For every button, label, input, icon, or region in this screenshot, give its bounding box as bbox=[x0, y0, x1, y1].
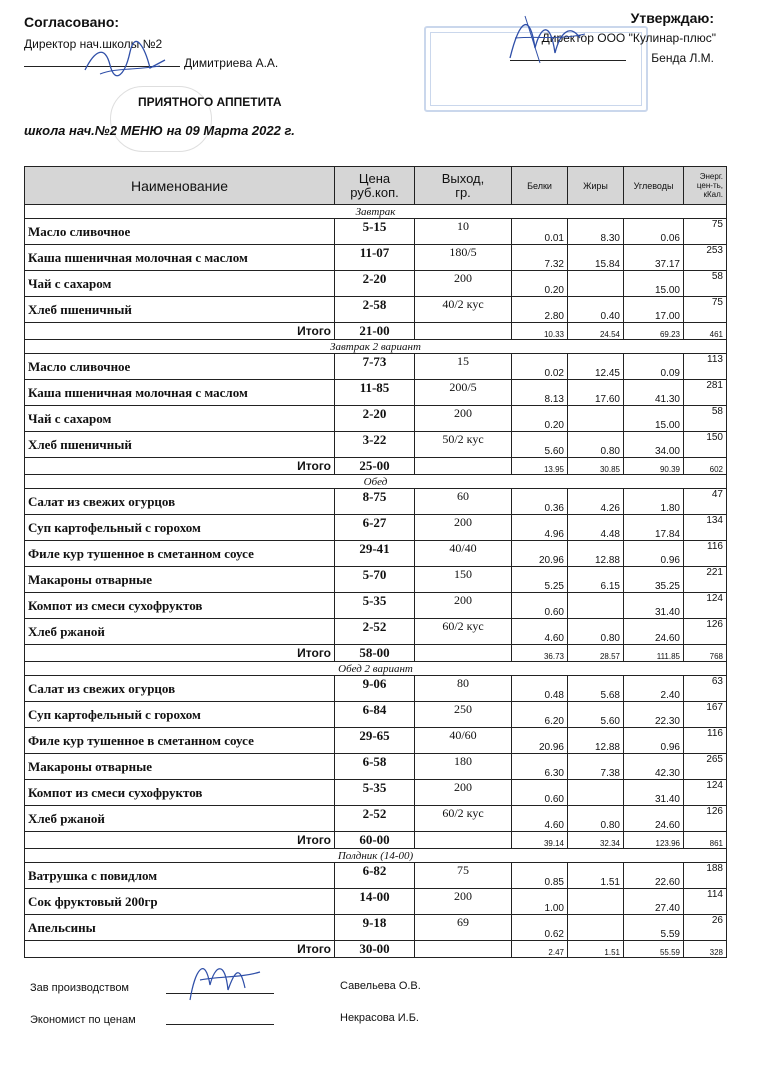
col-header-name: Наименование bbox=[25, 167, 335, 205]
dish-name: Суп картофельный с горохом bbox=[25, 702, 335, 728]
dish-protein: 6.30 bbox=[512, 754, 568, 780]
total-output-empty bbox=[415, 832, 512, 849]
dish-protein: 7.32 bbox=[512, 245, 568, 271]
director-role: Директор ООО "Кулинар-плюс" bbox=[541, 31, 716, 45]
table-row bbox=[25, 676, 727, 702]
dish-carbs: 15.00 bbox=[624, 271, 684, 297]
dish-carbs: 22.30 bbox=[624, 702, 684, 728]
dish-price: 8-75 bbox=[335, 489, 415, 515]
table-row bbox=[25, 863, 727, 889]
dish-protein: 8.13 bbox=[512, 380, 568, 406]
total-output-empty bbox=[415, 323, 512, 340]
dish-name: Макароны отварные bbox=[25, 567, 335, 593]
dish-output: 180 bbox=[415, 754, 512, 780]
table-row bbox=[25, 541, 727, 567]
table-row bbox=[25, 219, 727, 245]
table-row bbox=[25, 728, 727, 754]
dish-protein: 4.60 bbox=[512, 619, 568, 645]
dish-kcal: 114 bbox=[684, 889, 727, 915]
dish-output: 200 bbox=[415, 780, 512, 806]
dish-protein: 0.62 bbox=[512, 915, 568, 941]
dish-output: 150 bbox=[415, 567, 512, 593]
dish-output: 180/5 bbox=[415, 245, 512, 271]
dish-carbs: 17.84 bbox=[624, 515, 684, 541]
dish-price: 14-00 bbox=[335, 889, 415, 915]
dish-name: Масло сливочное bbox=[25, 219, 335, 245]
dish-kcal: 167 bbox=[684, 702, 727, 728]
dish-protein: 6.20 bbox=[512, 702, 568, 728]
dish-output: 200 bbox=[415, 406, 512, 432]
dish-fat bbox=[568, 780, 624, 806]
dish-name: Макароны отварные bbox=[25, 754, 335, 780]
approver-signature bbox=[80, 40, 170, 80]
dish-carbs: 41.30 bbox=[624, 380, 684, 406]
dish-kcal: 63 bbox=[684, 676, 727, 702]
table-row bbox=[25, 297, 727, 323]
dish-output: 250 bbox=[415, 702, 512, 728]
total-kcal: 861 bbox=[684, 832, 727, 849]
col-header-energy-line1: Энерг. bbox=[699, 172, 723, 181]
col-header-output-line2: гр. bbox=[455, 184, 471, 200]
approver-name: Димитриева А.А. bbox=[184, 56, 279, 70]
dish-carbs: 37.17 bbox=[624, 245, 684, 271]
total-price: 60-00 bbox=[335, 832, 415, 849]
dish-output: 200 bbox=[415, 889, 512, 915]
dish-name: Компот из смеси сухофруктов bbox=[25, 780, 335, 806]
dish-kcal: 134 bbox=[684, 515, 727, 541]
dish-price: 9-18 bbox=[335, 915, 415, 941]
dish-fat: 5.60 bbox=[568, 702, 624, 728]
dish-output: 200 bbox=[415, 515, 512, 541]
col-header-energy-line3: кКал. bbox=[703, 190, 723, 199]
section-title: Полдник (14-00) bbox=[25, 849, 727, 863]
dish-carbs: 24.60 bbox=[624, 619, 684, 645]
dish-protein: 4.96 bbox=[512, 515, 568, 541]
section-header-row bbox=[25, 340, 727, 354]
total-kcal: 768 bbox=[684, 645, 727, 662]
table-row bbox=[25, 806, 727, 832]
dish-kcal: 126 bbox=[684, 619, 727, 645]
col-header-protein: Белки bbox=[512, 167, 568, 205]
total-fat: 28.57 bbox=[568, 645, 624, 662]
dish-name: Сок фруктовый 200гр bbox=[25, 889, 335, 915]
director-signature bbox=[500, 8, 590, 68]
dish-fat: 7.38 bbox=[568, 754, 624, 780]
dish-protein: 4.60 bbox=[512, 806, 568, 832]
table-row bbox=[25, 245, 727, 271]
total-label: Итого bbox=[25, 941, 335, 958]
total-protein: 2.47 bbox=[512, 941, 568, 958]
dish-carbs: 0.09 bbox=[624, 354, 684, 380]
dish-carbs: 31.40 bbox=[624, 780, 684, 806]
section-title: Обед 2 вариант bbox=[25, 662, 727, 676]
approve-title: Утверждаю: bbox=[630, 10, 714, 26]
dish-output: 69 bbox=[415, 915, 512, 941]
total-label: Итого bbox=[25, 323, 335, 340]
dish-protein: 20.96 bbox=[512, 728, 568, 754]
dish-protein: 0.85 bbox=[512, 863, 568, 889]
dish-fat: 5.68 bbox=[568, 676, 624, 702]
table-row bbox=[25, 780, 727, 806]
dish-kcal: 281 bbox=[684, 380, 727, 406]
dish-carbs: 17.00 bbox=[624, 297, 684, 323]
dish-carbs: 34.00 bbox=[624, 432, 684, 458]
dish-price: 11-07 bbox=[335, 245, 415, 271]
table-row bbox=[25, 889, 727, 915]
total-price: 30-00 bbox=[335, 941, 415, 958]
total-protein: 10.33 bbox=[512, 323, 568, 340]
dish-name: Апельсины bbox=[25, 915, 335, 941]
dish-fat: 17.60 bbox=[568, 380, 624, 406]
dish-price: 2-52 bbox=[335, 619, 415, 645]
total-output-empty bbox=[415, 645, 512, 662]
dish-price: 5-35 bbox=[335, 780, 415, 806]
total-carbs: 123.96 bbox=[624, 832, 684, 849]
approver-role: Директор нач.школы №2 bbox=[24, 37, 163, 51]
dish-name: Хлеб пшеничный bbox=[25, 432, 335, 458]
dish-kcal: 116 bbox=[684, 541, 727, 567]
dish-fat: 12.45 bbox=[568, 354, 624, 380]
dish-carbs: 2.40 bbox=[624, 676, 684, 702]
dish-name: Салат из свежих огурцов bbox=[25, 676, 335, 702]
col-header-fat: Жиры bbox=[568, 167, 624, 205]
dish-fat bbox=[568, 889, 624, 915]
total-price: 25-00 bbox=[335, 458, 415, 475]
dish-carbs: 35.25 bbox=[624, 567, 684, 593]
dish-kcal: 124 bbox=[684, 780, 727, 806]
dish-kcal: 126 bbox=[684, 806, 727, 832]
total-kcal: 602 bbox=[684, 458, 727, 475]
dish-protein: 0.48 bbox=[512, 676, 568, 702]
dish-protein: 0.20 bbox=[512, 406, 568, 432]
dish-output: 200 bbox=[415, 271, 512, 297]
dish-protein: 20.96 bbox=[512, 541, 568, 567]
dish-kcal: 150 bbox=[684, 432, 727, 458]
dish-protein: 2.80 bbox=[512, 297, 568, 323]
section-header-row bbox=[25, 849, 727, 863]
dish-name: Компот из смеси сухофруктов bbox=[25, 593, 335, 619]
economist-signature-line bbox=[166, 1024, 274, 1025]
total-output-empty bbox=[415, 458, 512, 475]
dish-output: 15 bbox=[415, 354, 512, 380]
table-row bbox=[25, 754, 727, 780]
dish-price: 6-82 bbox=[335, 863, 415, 889]
dish-price: 2-58 bbox=[335, 297, 415, 323]
dish-fat: 0.80 bbox=[568, 619, 624, 645]
dish-output: 60/2 кус bbox=[415, 806, 512, 832]
section-title: Обед bbox=[25, 475, 727, 489]
dish-carbs: 1.80 bbox=[624, 489, 684, 515]
table-row bbox=[25, 380, 727, 406]
total-carbs: 90.39 bbox=[624, 458, 684, 475]
section-header-row bbox=[25, 205, 727, 219]
dish-fat: 4.48 bbox=[568, 515, 624, 541]
col-header-price-line2: руб.коп. bbox=[350, 184, 399, 200]
dish-kcal: 58 bbox=[684, 406, 727, 432]
dish-output: 10 bbox=[415, 219, 512, 245]
dish-protein: 0.60 bbox=[512, 593, 568, 619]
dish-price: 29-65 bbox=[335, 728, 415, 754]
dish-output: 40/40 bbox=[415, 541, 512, 567]
dish-carbs: 0.06 bbox=[624, 219, 684, 245]
dish-price: 6-27 bbox=[335, 515, 415, 541]
dish-fat: 1.51 bbox=[568, 863, 624, 889]
section-header-row bbox=[25, 475, 727, 489]
dish-name: Филе кур тушенное в сметанном соусе bbox=[25, 541, 335, 567]
dish-price: 29-41 bbox=[335, 541, 415, 567]
table-row bbox=[25, 567, 727, 593]
dish-fat: 12.88 bbox=[568, 728, 624, 754]
dish-kcal: 58 bbox=[684, 271, 727, 297]
dish-carbs: 5.59 bbox=[624, 915, 684, 941]
dish-fat: 0.40 bbox=[568, 297, 624, 323]
table-row bbox=[25, 593, 727, 619]
dish-fat: 0.80 bbox=[568, 806, 624, 832]
dish-carbs: 31.40 bbox=[624, 593, 684, 619]
section-total-row bbox=[25, 645, 727, 662]
table-row bbox=[25, 432, 727, 458]
dish-price: 11-85 bbox=[335, 380, 415, 406]
dish-kcal: 124 bbox=[684, 593, 727, 619]
dish-price: 6-84 bbox=[335, 702, 415, 728]
total-carbs: 69.23 bbox=[624, 323, 684, 340]
section-title: Завтрак bbox=[25, 205, 727, 219]
dish-kcal: 188 bbox=[684, 863, 727, 889]
section-total-row bbox=[25, 941, 727, 958]
table-row bbox=[25, 915, 727, 941]
dish-output: 60 bbox=[415, 489, 512, 515]
total-protein: 39.14 bbox=[512, 832, 568, 849]
dish-output: 75 bbox=[415, 863, 512, 889]
dish-fat: 4.26 bbox=[568, 489, 624, 515]
dish-kcal: 75 bbox=[684, 219, 727, 245]
dish-kcal: 265 bbox=[684, 754, 727, 780]
dish-fat bbox=[568, 406, 624, 432]
dish-carbs: 42.30 bbox=[624, 754, 684, 780]
dish-fat: 15.84 bbox=[568, 245, 624, 271]
dish-protein: 0.36 bbox=[512, 489, 568, 515]
total-label: Итого bbox=[25, 832, 335, 849]
approved-title: Согласовано: bbox=[24, 14, 120, 30]
economist-label: Экономист по ценам bbox=[30, 1014, 136, 1026]
dish-price: 2-20 bbox=[335, 406, 415, 432]
dish-name: Салат из свежих огурцов bbox=[25, 489, 335, 515]
dish-kcal: 26 bbox=[684, 915, 727, 941]
total-kcal: 461 bbox=[684, 323, 727, 340]
menu-table bbox=[24, 166, 727, 958]
table-row bbox=[25, 406, 727, 432]
col-header-price-line1: Цена bbox=[358, 170, 391, 186]
dish-protein: 5.60 bbox=[512, 432, 568, 458]
table-row bbox=[25, 271, 727, 297]
dish-kcal: 253 bbox=[684, 245, 727, 271]
total-kcal: 328 bbox=[684, 941, 727, 958]
total-fat: 24.54 bbox=[568, 323, 624, 340]
total-price: 58-00 bbox=[335, 645, 415, 662]
dish-name: Хлеб пшеничный bbox=[25, 297, 335, 323]
table-header-row bbox=[25, 167, 727, 205]
dish-output: 40/2 кус bbox=[415, 297, 512, 323]
total-fat: 1.51 bbox=[568, 941, 624, 958]
dish-carbs: 24.60 bbox=[624, 806, 684, 832]
col-header-carbs: Углеводы bbox=[624, 167, 684, 205]
dish-price: 5-15 bbox=[335, 219, 415, 245]
col-header-output-line1: Выход, bbox=[441, 170, 485, 186]
dish-protein: 0.60 bbox=[512, 780, 568, 806]
production-head-name: Савельева О.В. bbox=[340, 980, 421, 992]
dish-price: 9-06 bbox=[335, 676, 415, 702]
total-label: Итого bbox=[25, 645, 335, 662]
dish-kcal: 75 bbox=[684, 297, 727, 323]
dish-name: Чай с сахаром bbox=[25, 271, 335, 297]
dish-name: Филе кур тушенное в сметанном соусе bbox=[25, 728, 335, 754]
dish-price: 2-20 bbox=[335, 271, 415, 297]
dish-price: 2-52 bbox=[335, 806, 415, 832]
dish-kcal: 47 bbox=[684, 489, 727, 515]
total-fat: 32.34 bbox=[568, 832, 624, 849]
total-carbs: 55.59 bbox=[624, 941, 684, 958]
table-row bbox=[25, 702, 727, 728]
dish-protein: 5.25 bbox=[512, 567, 568, 593]
dish-output: 200/5 bbox=[415, 380, 512, 406]
dish-fat: 12.88 bbox=[568, 541, 624, 567]
dish-output: 80 bbox=[415, 676, 512, 702]
total-protein: 13.95 bbox=[512, 458, 568, 475]
section-header-row bbox=[25, 662, 727, 676]
dish-name: Каша пшеничная молочная с маслом bbox=[25, 245, 335, 271]
dish-protein: 0.01 bbox=[512, 219, 568, 245]
dish-name: Масло сливочное bbox=[25, 354, 335, 380]
dish-kcal: 221 bbox=[684, 567, 727, 593]
dish-protein: 0.02 bbox=[512, 354, 568, 380]
dish-name: Хлеб ржаной bbox=[25, 619, 335, 645]
dish-name: Суп картофельный с горохом bbox=[25, 515, 335, 541]
total-label: Итого bbox=[25, 458, 335, 475]
production-head-label: Зав производством bbox=[30, 982, 129, 994]
menu-title: школа нач.№2 МЕНЮ на 09 Марта 2022 г. bbox=[24, 123, 295, 138]
table-row bbox=[25, 515, 727, 541]
dish-name: Каша пшеничная молочная с маслом bbox=[25, 380, 335, 406]
dish-name: Хлеб ржаной bbox=[25, 806, 335, 832]
dish-fat bbox=[568, 915, 624, 941]
dish-price: 5-70 bbox=[335, 567, 415, 593]
total-protein: 36.73 bbox=[512, 645, 568, 662]
dish-output: 200 bbox=[415, 593, 512, 619]
dish-protein: 0.20 bbox=[512, 271, 568, 297]
dish-price: 5-35 bbox=[335, 593, 415, 619]
production-head-signature bbox=[180, 950, 270, 1010]
dish-output: 60/2 кус bbox=[415, 619, 512, 645]
table-row bbox=[25, 489, 727, 515]
section-total-row bbox=[25, 832, 727, 849]
total-fat: 30.85 bbox=[568, 458, 624, 475]
economist-name: Некрасова И.Б. bbox=[340, 1012, 419, 1024]
dish-carbs: 22.60 bbox=[624, 863, 684, 889]
dish-kcal: 113 bbox=[684, 354, 727, 380]
dish-name: Чай с сахаром bbox=[25, 406, 335, 432]
dish-fat: 6.15 bbox=[568, 567, 624, 593]
section-total-row bbox=[25, 323, 727, 340]
dish-output: 50/2 кус bbox=[415, 432, 512, 458]
dish-price: 3-22 bbox=[335, 432, 415, 458]
dish-name: Ватрушка с повидлом bbox=[25, 863, 335, 889]
table-row bbox=[25, 354, 727, 380]
total-output-empty bbox=[415, 941, 512, 958]
dish-carbs: 27.40 bbox=[624, 889, 684, 915]
dish-price: 6-58 bbox=[335, 754, 415, 780]
page-subtitle: ПРИЯТНОГО АППЕТИТА bbox=[138, 95, 282, 109]
section-title: Завтрак 2 вариант bbox=[25, 340, 727, 354]
total-carbs: 111.85 bbox=[624, 645, 684, 662]
dish-carbs: 15.00 bbox=[624, 406, 684, 432]
total-price: 21-00 bbox=[335, 323, 415, 340]
col-header-energy-line2: цен-ть, bbox=[696, 181, 723, 190]
dish-fat bbox=[568, 593, 624, 619]
dish-carbs: 0.96 bbox=[624, 541, 684, 567]
director-name: Бенда Л.М. bbox=[651, 51, 714, 65]
dish-kcal: 116 bbox=[684, 728, 727, 754]
col-header-energy bbox=[684, 167, 727, 205]
dish-carbs: 0.96 bbox=[624, 728, 684, 754]
col-header-output bbox=[415, 167, 512, 205]
dish-protein: 1.00 bbox=[512, 889, 568, 915]
dish-price: 7-73 bbox=[335, 354, 415, 380]
dish-output: 40/60 bbox=[415, 728, 512, 754]
col-header-price bbox=[335, 167, 415, 205]
dish-fat: 8.30 bbox=[568, 219, 624, 245]
table-row bbox=[25, 619, 727, 645]
dish-fat bbox=[568, 271, 624, 297]
section-total-row bbox=[25, 458, 727, 475]
dish-fat: 0.80 bbox=[568, 432, 624, 458]
